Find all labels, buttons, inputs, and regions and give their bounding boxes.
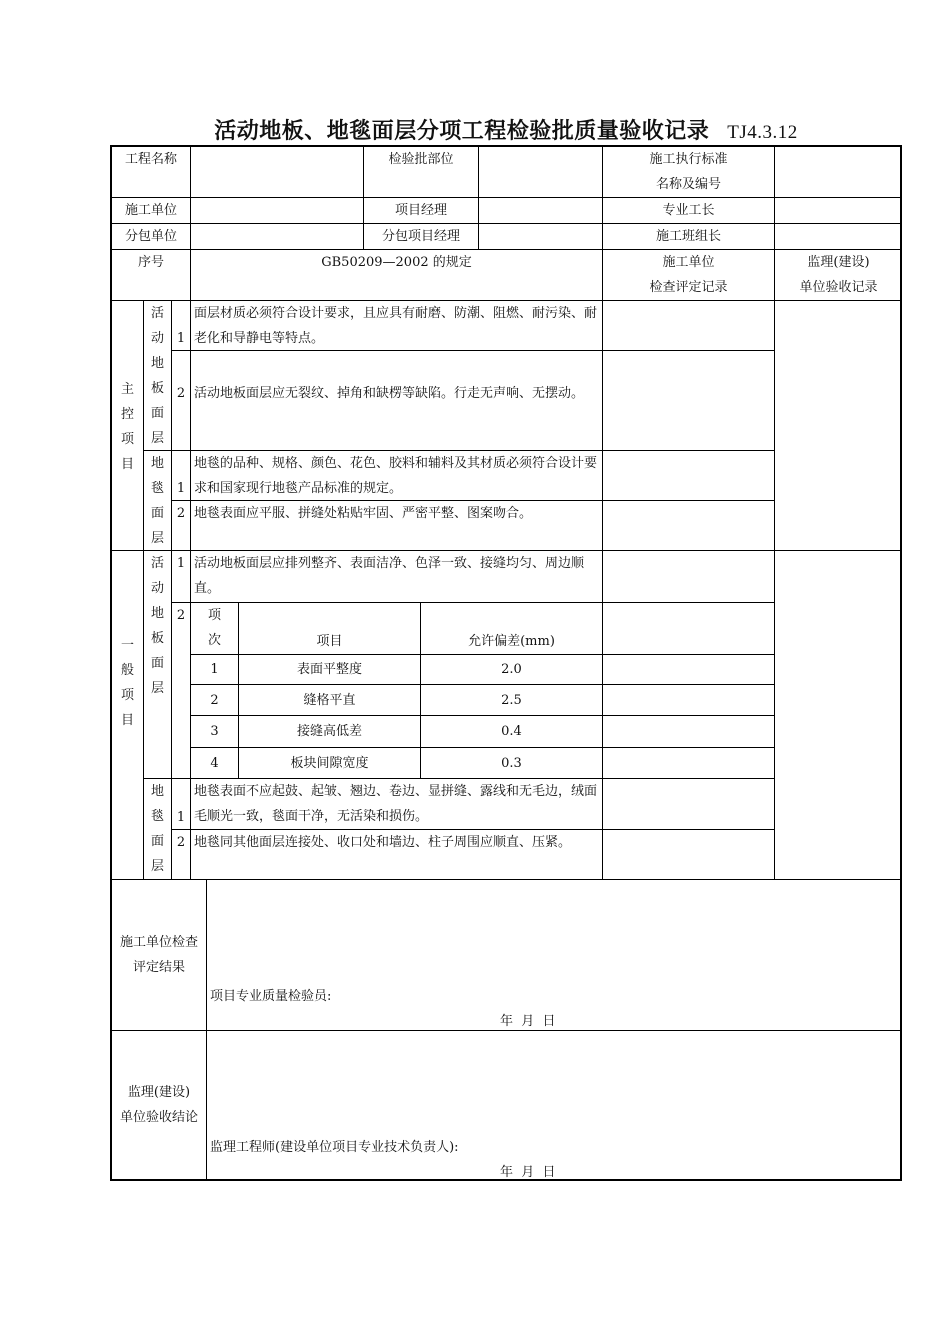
- project-manager-value[interactable]: [479, 198, 603, 224]
- main-item-2-check[interactable]: [603, 351, 775, 451]
- tol-row-2-check[interactable]: [603, 685, 775, 716]
- general-carpet-2-text: 地毯同其他面层连接处、收口处和墙边、柱子周围应顺直、压紧。: [191, 830, 603, 880]
- general-carpet-1-text: 地毯表面不应起鼓、起皱、翘边、卷边、显拼缝、露线和无毛边，绒面毛顺光一致，毯面干净，无活染和损伤。: [191, 779, 603, 830]
- conclusion-date: 年 月 日: [500, 1165, 556, 1179]
- tol-row-4-check[interactable]: [603, 748, 775, 779]
- main-item-2-text: 活动地板面层应无裂纹、掉角和缺楞等缺陷。行走无声响、无摆动。: [191, 351, 603, 451]
- general-item-1-text: 活动地板面层应排列整齐、表面洁净、色泽一致、接缝均匀、周边顺直。: [191, 551, 603, 603]
- supervise-header-line1: 监理(建设): [807, 255, 870, 270]
- foreman-value[interactable]: [775, 198, 902, 224]
- seq-header: 序号: [112, 250, 191, 301]
- supervise-record-header: [775, 250, 902, 301]
- tol-row-4-value: 0.3: [421, 748, 603, 779]
- general-carpet-1-num: 1: [172, 779, 191, 830]
- check-result-date: 年 月 日: [500, 1014, 556, 1029]
- inspection-form: [110, 145, 902, 1181]
- main-control-group-label: 主 控 项 目: [112, 301, 144, 551]
- tol-row-4-item: 板块间隙宽度: [239, 748, 421, 779]
- tol-item-header: 项目: [239, 603, 421, 655]
- tol-value-header: 允许偏差(mm): [421, 603, 603, 655]
- main-floor-label: 活 动 地 板 面 层: [144, 301, 172, 451]
- foreman-label: 专业工长: [603, 198, 775, 224]
- team-leader-value[interactable]: [775, 224, 902, 250]
- project-manager-label: 项目经理: [364, 198, 479, 224]
- main-item-4-text: 地毯表面应平服、拼缝处粘贴牢固、严密平整、图案吻合。: [191, 501, 603, 551]
- main-item-2-num: 2: [172, 351, 191, 451]
- check-header-line2: 检查评定记录: [649, 280, 728, 295]
- subcontractor-label: 分包单位: [112, 224, 191, 250]
- main-supervise-record[interactable]: [775, 301, 902, 551]
- main-item-3-num: 1: [172, 451, 191, 501]
- inspection-part-label: 检验批部位: [364, 147, 479, 198]
- inspection-part-value[interactable]: [479, 147, 603, 198]
- tol-row-1-value: 2.0: [421, 655, 603, 685]
- standard-label: [603, 147, 775, 198]
- check-result-area[interactable]: [207, 880, 902, 1031]
- tol-row-3-no: 3: [191, 716, 239, 748]
- supervise-header-line2: 单位验收记录: [799, 280, 878, 295]
- tol-row-1-no: 1: [191, 655, 239, 685]
- general-item-2-num: 2: [172, 603, 191, 779]
- main-item-3-check[interactable]: [603, 451, 775, 501]
- standard-value[interactable]: [775, 147, 902, 198]
- quality-inspector-label: 项目专业质量检验员:: [210, 989, 332, 1004]
- main-item-1-check[interactable]: [603, 301, 775, 351]
- spec-header: GB50209—2002 的规定: [191, 250, 603, 301]
- conclusion-area[interactable]: [207, 1031, 902, 1179]
- tol-row-1-item: 表面平整度: [239, 655, 421, 685]
- main-item-4-num: 2: [172, 501, 191, 551]
- main-item-1-text: 面层材质必须符合设计要求，且应具有耐磨、防潮、阻燃、耐污染、耐老化和导静电等特点。: [191, 301, 603, 351]
- project-name-value[interactable]: [191, 147, 364, 198]
- title-text: 活动地板、地毯面层分项工程检验批质量验收记录: [214, 118, 710, 144]
- main-item-1-num: 1: [172, 301, 191, 351]
- sub-manager-label: 分包项目经理: [364, 224, 479, 250]
- subcontractor-value[interactable]: [191, 224, 364, 250]
- main-item-4-check[interactable]: [603, 501, 775, 551]
- general-item-1-num: 1: [172, 551, 191, 603]
- tol-row-3-check[interactable]: [603, 716, 775, 748]
- team-leader-label: 施工班组长: [603, 224, 775, 250]
- check-header-line1: 施工单位: [662, 255, 715, 270]
- general-item-1-check[interactable]: [603, 551, 775, 603]
- general-carpet-2-num: 2: [172, 830, 191, 880]
- tol-row-2-item: 缝格平直: [239, 685, 421, 716]
- check-record-header: [603, 250, 775, 301]
- general-group-label: 一 般 项 目: [112, 551, 144, 880]
- sub-manager-value[interactable]: [479, 224, 603, 250]
- tol-row-4-no: 4: [191, 748, 239, 779]
- tol-no-header: 项 次: [191, 603, 239, 655]
- project-name-label: 工程名称: [112, 147, 191, 198]
- standard-label-line1: 施工执行标准: [649, 152, 728, 167]
- tol-row-2-value: 2.5: [421, 685, 603, 716]
- tol-header-check[interactable]: [603, 603, 775, 655]
- general-carpet-2-check[interactable]: [603, 830, 775, 880]
- page-title: [110, 114, 902, 145]
- tol-row-1-check[interactable]: [603, 655, 775, 685]
- conclusion-label: 监理(建设) 单位验收结论: [112, 1031, 207, 1179]
- form-code: TJ4.3.12: [727, 122, 798, 143]
- general-carpet-1-check[interactable]: [603, 779, 775, 830]
- tol-row-3-item: 接缝高低差: [239, 716, 421, 748]
- construction-unit-label: 施工单位: [112, 198, 191, 224]
- tol-row-3-value: 0.4: [421, 716, 603, 748]
- tol-row-2-no: 2: [191, 685, 239, 716]
- main-carpet-label: 地 毯 面 层: [144, 451, 172, 551]
- construction-unit-value[interactable]: [191, 198, 364, 224]
- check-result-label: 施工单位检查 评定结果: [112, 880, 207, 1031]
- supervising-engineer-label: 监理工程师(建设单位项目专业技术负责人):: [210, 1140, 459, 1155]
- main-item-3-text: 地毯的品种、规格、颜色、花色、胶料和辅料及其材质必须符合设计要求和国家现行地毯产品标准的规定。: [191, 451, 603, 501]
- general-supervise-record[interactable]: [775, 551, 902, 880]
- general-floor-label: 活 动 地 板 面 层: [144, 551, 172, 779]
- general-carpet-label: 地 毯 面 层: [144, 779, 172, 880]
- standard-label-line2: 名称及编号: [655, 177, 721, 192]
